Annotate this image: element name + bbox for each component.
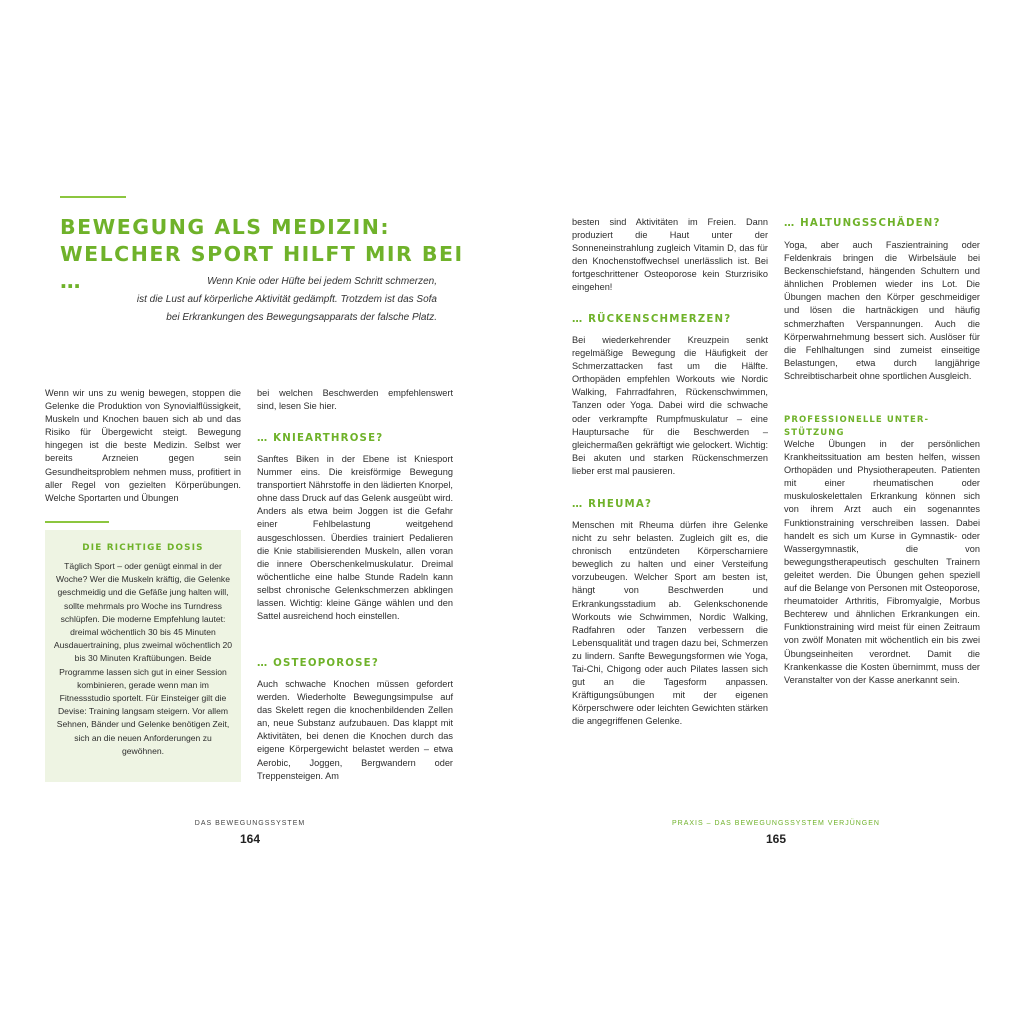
intro-line-3: bei Erkrankungen des Bewegungsapparats der falsche Platz. — [166, 312, 437, 323]
prof-heading-line-2: STÜTZUNG — [784, 428, 845, 438]
intro-line-2: ist die Lust auf körperliche Aktivität gedämpft. Trotzdem ist das Sofa — [136, 294, 437, 305]
footer-label-left: DAS BEWEGUNGSSYSTEM — [194, 820, 306, 827]
title-rule — [60, 196, 126, 198]
intro-line-1: Wenn Knie oder Hüfte bei jedem Schritt schmerzen, — [207, 276, 437, 287]
box-title: DIE RICHTIGE DOSIS — [82, 543, 204, 553]
right-col1-top: besten sind Aktivitäten im Freien. Dann produziert die Haut unter der Sonneneinstrahlung zugleich Vitamin D, das für den Knochenstoffwechsel unerlässlich ist. Bei fortgeschrittener Osteoporose kein Sturzrisiko eingehen! — [572, 217, 768, 293]
heading-professionelle-unterstuetzung — [784, 414, 929, 440]
text-osteoporose: Auch schwache Knochen müssen gefordert werden. Wiederholte Bewegungsimpulse auf das Skelett regen die knochenbildenden Zellen an, neue Substanz aufzubauen. Das klappt mit Aktivitäten, bei denen die Knochen durch das eigene Körpergewicht belastet werden – etwa Aerobic, Joggen, Bergwandern oder Treppensteigen. Am — [257, 679, 453, 781]
box-rule — [45, 521, 109, 523]
heading-kniearthrose: … KNIEARTHROSE? — [257, 433, 384, 444]
left-col2-intro: bei welchen Beschwerden empfehlenswert sind, lesen Sie hier. — [257, 388, 453, 412]
left-col1-text: Wenn wir uns zu wenig bewegen, stoppen die Gelenke die Produktion von Synovialflüssigkeit, Muskeln und Knochen bauen sich ab und das Risiko für Übergewicht steigt. Bewegung hingegen ist die beste Medizin. Selbst wer bereits Arzneien gegen sein Gesundheitsproblem nehmen muss, profitiert in aller Regel von gezielten Körperübungen. Welche Sportarten und Übungen — [45, 388, 241, 503]
box-text: Täglich Sport – oder genügt einmal in der Woche? Wer die Muskeln kräftig, die Gelenke geschmeidig und die Gefäße jung halten will, sollte mehrmals pro Woche ins Turndress schlüpfen. Die moderne Empfehlung lautet: dreimal wöchentlich 30 bis 45 Minuten Ausdauertraining, plus zweimal wöchentlich 20 bis 30 Minuten Kraftübungen. Beide Programme lassen sich gut in einer Session kombinieren, gerade wenn man im Fitnessstudio sportelt. Für Einsteiger gilt die Devise: Training langsam steigern. Vor allem Sehnen, Bänder und Gelenke benötigen Zeit, sich an die neuen Anforderungen zu gewöhnen. — [53, 561, 233, 756]
footer-label-right: PRAXIS – DAS BEWEGUNGSSYSTEM VERJÜNGEN — [672, 820, 880, 827]
title-line-1: BEWEGUNG ALS MEDIZIN: — [60, 215, 391, 239]
sidebar-box — [45, 530, 241, 782]
heading-rheuma: … RHEUMA? — [572, 499, 653, 510]
title-line-2: WELCHER SPORT HILFT MIR BEI … — [60, 242, 464, 293]
text-kniearthrose: Sanftes Biken in der Ebene ist Kniesport Nummer eins. Die kreisförmige Bewegung transportiert Nährstoffe in den lädierten Knorpel, ohne dass Druck auf das Gelenk ausgeübt wird. Anders als etwa beim Joggen ist die Gefahr einer Fehlbelastung weitgehend ausgeschlossen. Überdies trainiert Pedalieren die Knie stabilisierenden Muskeln, allen voran die innere Oberschenkelmuskulatur. Dreimal wöchentliche eine halbe Stunde Radeln kann selbst chronische Gelenkschmerzen abklingen lassen. Wichtig: kleine Gänge wählen und den Sattel ausreichend hoch einstellen. — [257, 454, 453, 622]
text-haltungsschaeden: Yoga, aber auch Faszientraining oder Feldenkrais bringen die Wirbelsäule bei Beckenschiefstand, hängenden Schultern und ähnlichen Problemen wieder ins Lot. Die Übungen machen den Körper geschmeidiger und lösen die hartnäckigen und häufig schmerzhaften Verspannungen. Auch die Körperwahrnehmung bessert sich. Auslöser für die Fehlhaltungen sind zumeist einseitige Belastungen, etwa durch langjährige Schreibtischarbeit ohne sportlichen Ausgleich. — [784, 240, 980, 381]
text-rueckenschmerzen: Bei wiederkehrender Kreuzpein senkt regelmäßige Bewegung die Häufigkeit der Schmerzattacken fast um die Hälfte. Orthopäden empfehlen Workouts wie Nordic Walking, Fahrradfahren, Rückenschwimmen, Tanzen oder Yoga. Dabei wird die schwache oder verkrampfte Rumpfmuskulatur – eine Hauptursache für die Beschwerden – gleichermaßen gekräftigt wie gelockert. Wichtig: Bei akuten und starken Rückenschmerzen lieber erst mal pausieren. — [572, 335, 768, 476]
text-rheuma: Menschen mit Rheuma dürfen ihre Gelenke nicht zu sehr belasten. Zugleich gilt es, die chronisch entzündeten Körperscharniere beweglich zu halten und einer Versteifung vorzubeugen. Welcher Sport am besten ist, hängt von Beschwerden und Erkrankungsstadium ab. Gelenkschonende Workouts wie Schwimmen, Nordic Walking, Radfahren oder Tanzen verbessern die Lebensqualität und tragen dazu bei, Schmerzen zu lindern. Sanfte Bewegungsformen wie Yoga, Tai-Chi, Chigong oder auch Pilates lassen sich gut an die Tagesform anpassen. Kräftigungsübungen mit der eigenen Körperschwere oder leichten Gewichten stärken die angegriffenen Gelenke. — [572, 520, 768, 727]
page-number-right: 165 — [765, 832, 787, 846]
heading-rueckenschmerzen: … RÜCKENSCHMERZEN? — [572, 314, 732, 325]
heading-osteoporose: … OSTEOPOROSE? — [257, 658, 379, 669]
page-number-left: 164 — [239, 832, 261, 846]
intro-text — [60, 273, 437, 327]
prof-heading-line-1: PROFESSIONELLE UNTER- — [784, 415, 930, 425]
text-professionelle-unterstuetzung: Welche Übungen in der persönlichen Krankheitssituation am besten helfen, wissen Orthopäden und Physiotherapeuten. Patienten mit einer rheumatischen oder muskuloskelettalen Erkrankung können sich von ihrem Arzt auch ein sogenanntes Funktionstraining verschreiben lassen. Dabei handelt es sich um Kurse in Gymnastik- oder Wassergymnastik, die von bewegungstherapeutisch geschulten Trainern geleitet werden. Die Übungen gehen speziell auf die Belange von Personen mit Osteoporose, rheumatoider Arthritis, Fibromyalgie, Morbus Bechterew und ähnlichen Erkrankungen ein. Funktionstraining wird meist für einen Zeitraum von zwölf Monaten mit wöchentlich ein bis zwei Übungseinheiten verordnet. Damit die Krankenkasse die Kosten übernimmt, muss der Veranstalter von der Kasse anerkannt sein. — [784, 439, 980, 685]
heading-haltungsschaeden: … HALTUNGSSCHÄDEN? — [784, 218, 941, 229]
